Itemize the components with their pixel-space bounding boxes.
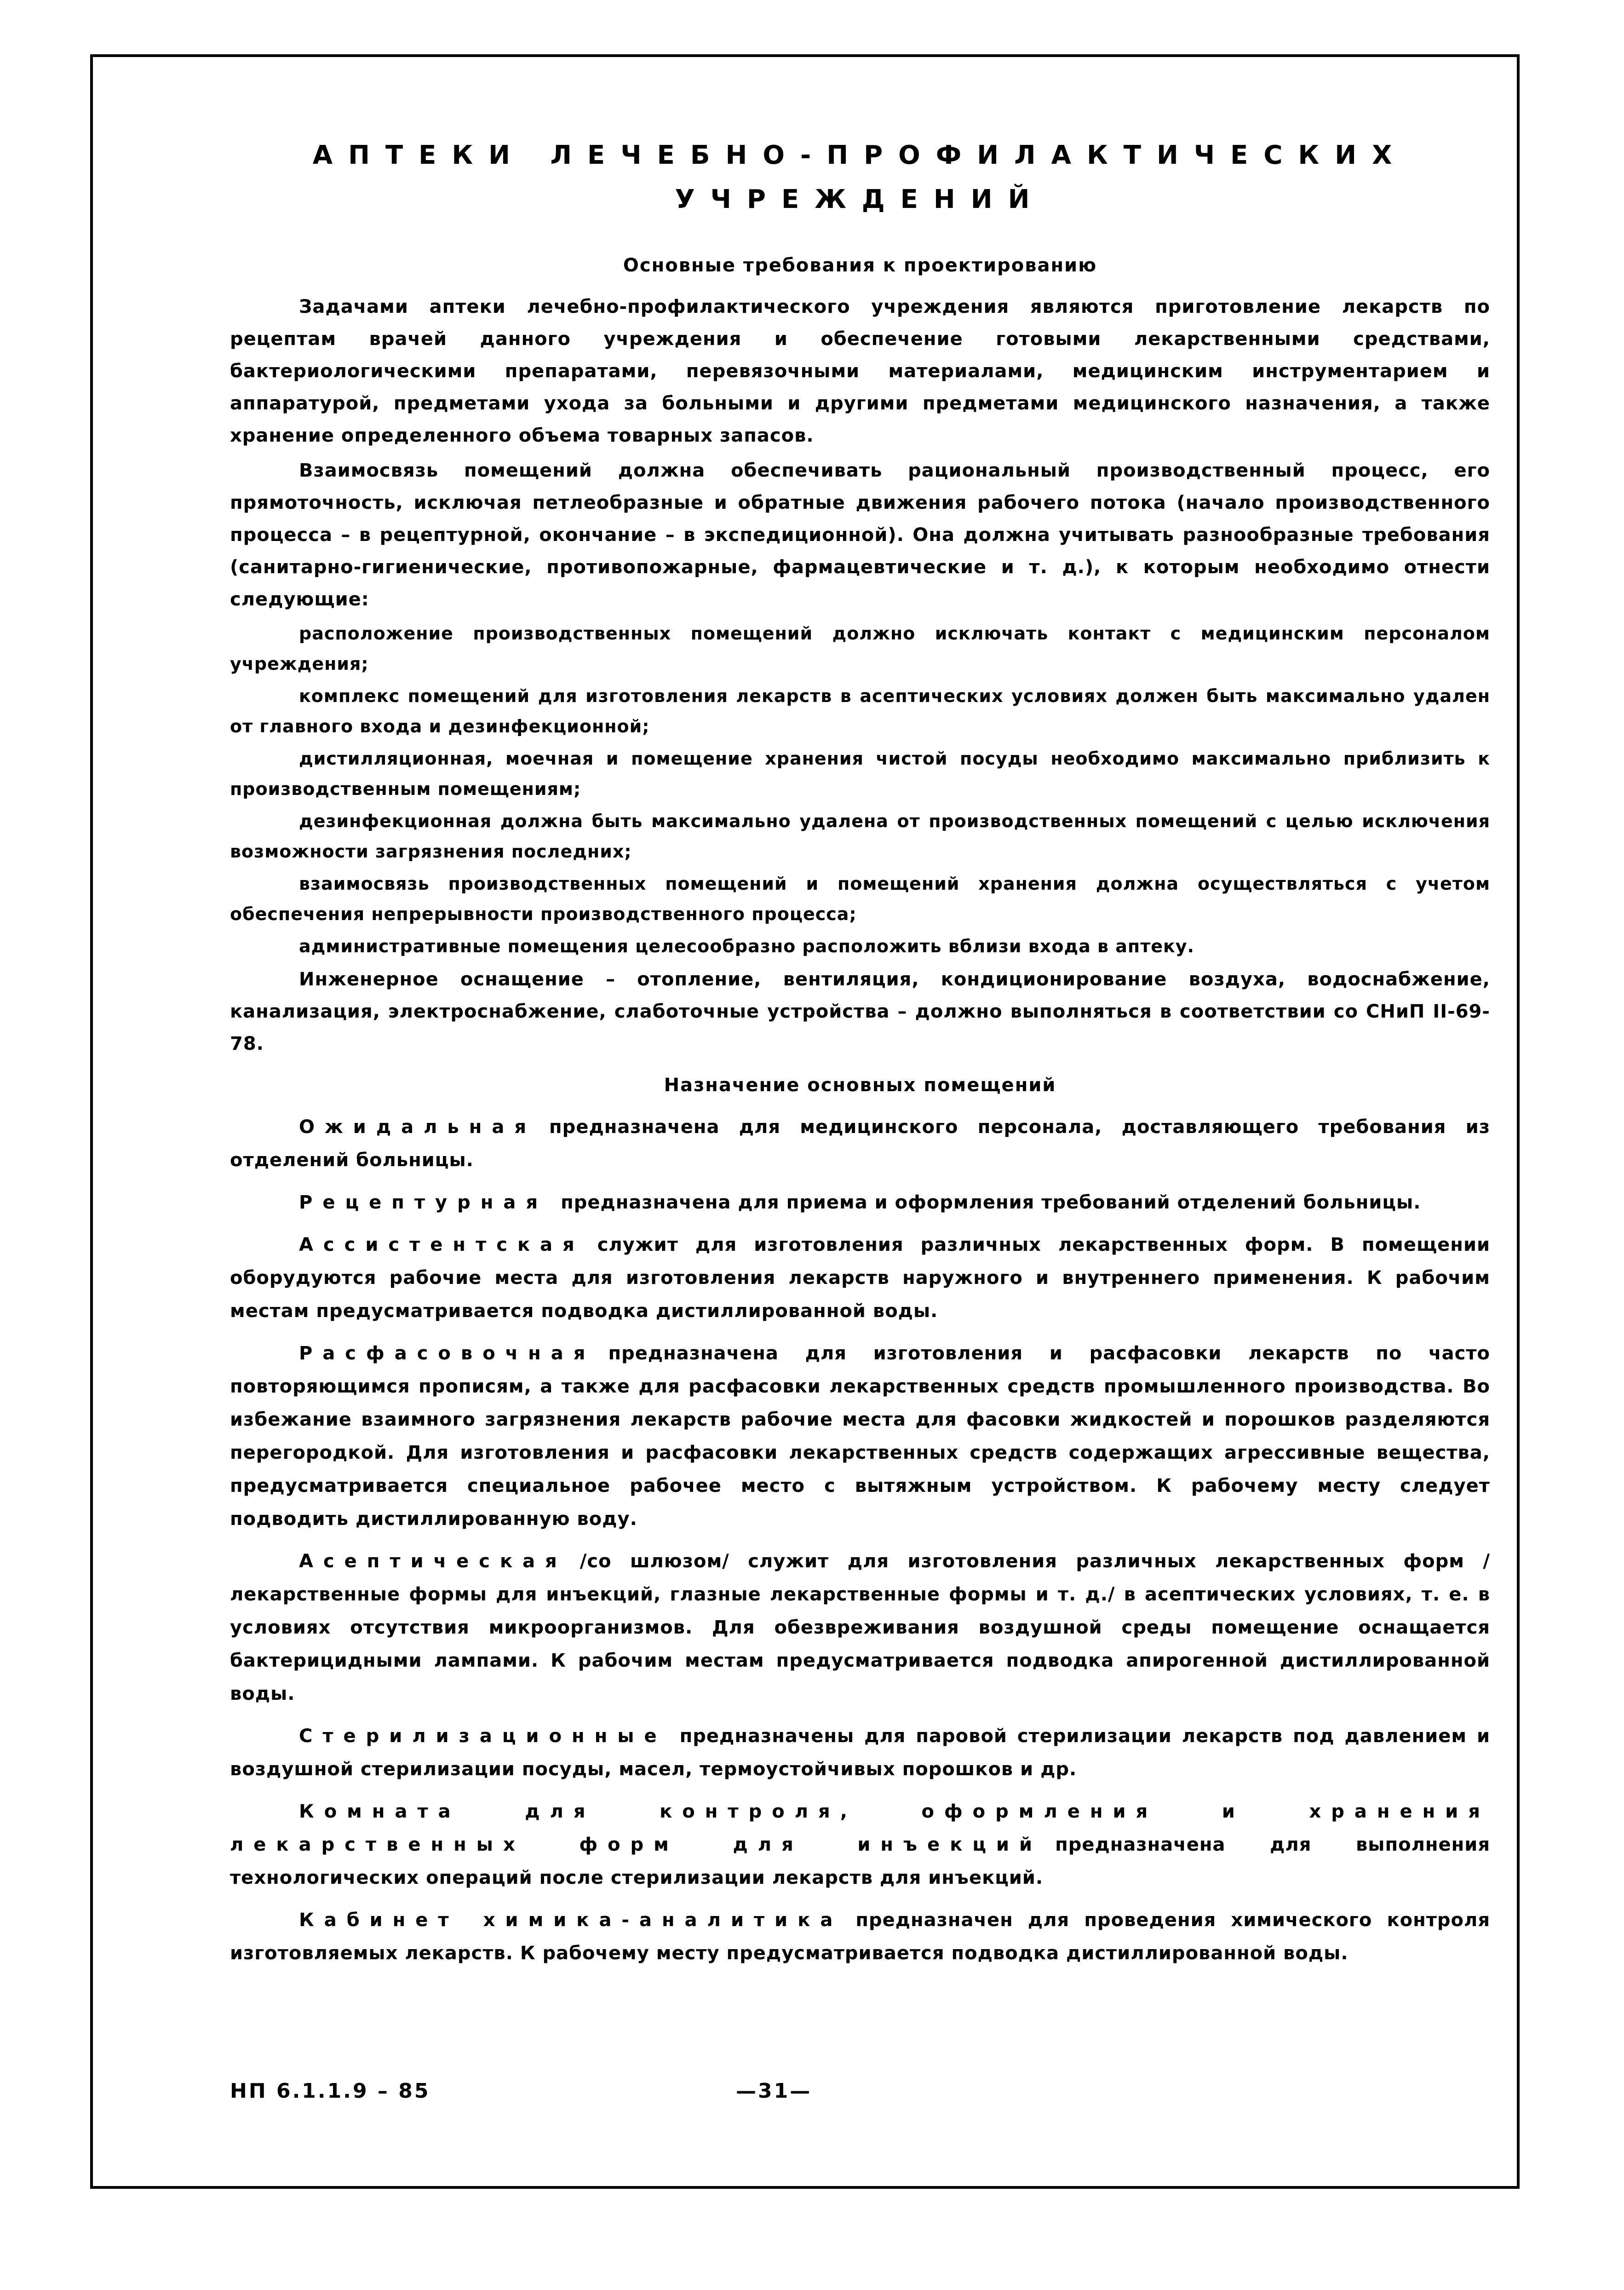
requirement-item: комплекс помещений для изготовления лекарств в асептических условиях должен быть максимально удален от главного входа и дезинфекционной; xyxy=(230,686,1490,736)
intro-paragraph: Задачами аптеки лечебно-профилактического учреждения являются приготовление лекарств по рецептам врачей данного учреждения и обеспечение готовыми лекарственными средствами, бактериологическими препаратами, перевязочными материалами, медицинским инструментарием и аппаратурой, предметами ухода за больными и другими предметами медицинского назначения, а также хранение определенного объема товарных запасов. xyxy=(230,296,1490,446)
section-heading-rooms: Назначение основных помещений xyxy=(664,1075,1056,1096)
room-definition xyxy=(230,1337,1490,1536)
document-title-line-1: АПТЕКИ ЛЕЧЕБНО-ПРОФИЛАКТИЧЕСКИХ xyxy=(312,140,1408,170)
room-name: Стерилизационные xyxy=(299,1726,667,1747)
room-name: Рецептурная xyxy=(299,1192,548,1213)
room-definition xyxy=(230,1904,1490,1970)
room-description: предназначена для медицинского персонала, доставляющего требования из отделений больницы. xyxy=(230,1116,1490,1171)
page-footer xyxy=(230,2079,1490,2116)
room-definition xyxy=(230,1795,1490,1894)
room-definition xyxy=(230,1110,1490,1177)
room-description: предназначена для выполнения технологических операций после стерилизации лекарств для инъекций. xyxy=(230,1834,1490,1888)
requirement-item: административные помещения целесообразно расположить вблизи входа в аптеку. xyxy=(299,936,1194,956)
workflow-paragraph: Взаимосвязь помещений должна обеспечивать рациональный производственный процесс, его прямоточность, исключая петлеобразные и обратные движения рабочего потока (начало производственного процесса – в рецептурной, окончание – в экспедиционной). Она должна учитывать разнообразные требования (санитарно-гигиенические, противопожарные, фармацевтические и т. д.), к которым необходимо отнести следующие: xyxy=(230,460,1490,610)
room-definition xyxy=(230,1720,1490,1786)
room-definition xyxy=(230,1186,1490,1219)
room-definition xyxy=(230,1545,1490,1710)
room-name: Асептическая xyxy=(299,1551,567,1572)
room-description: предназначены для паровой стерилизации лекарств под давлением и воздушной стерилизации посуды, масел, термоустойчивых порошков и др. xyxy=(230,1726,1490,1780)
room-description: предназначен для проведения химического контроля изготовляемых лекарств. К рабочему месту предусматривается подводка дистиллированной воды. xyxy=(230,1910,1490,1964)
room-description: служит для изготовления различных лекарственных форм. В помещении оборудуются рабочие места для изготовления лекарств наружного и внутреннего применения. К рабочим местам предусматривается подводка дистиллированной воды. xyxy=(230,1234,1490,1322)
requirement-item: дистилляционная, моечная и помещение хранения чистой посуды необходимо максимально приблизить к производственным помещениям; xyxy=(230,748,1490,799)
section-heading-requirements: Основные требования к проектированию xyxy=(623,255,1097,276)
requirements-list xyxy=(230,618,1490,961)
document-title-line-2: УЧРЕЖДЕНИЙ xyxy=(675,184,1045,214)
room-definition xyxy=(230,1228,1490,1328)
page-number: —31— xyxy=(736,2079,812,2103)
room-name: Кабинет химика-аналитика xyxy=(299,1910,843,1931)
document-body xyxy=(230,133,1490,1979)
room-name: Ожидальная xyxy=(299,1116,537,1138)
requirement-item: дезинфекционная должна быть максимально удалена от производственных помещений с целью исключения возможности загрязнения последних; xyxy=(230,811,1490,862)
document-code: НП 6.1.1.9 – 85 xyxy=(230,2079,430,2103)
room-description: предназначена для изготовления и расфасовки лекарств по часто повторяющимся прописям, а также для расфасовки лекарственных средств промышленного производства. Во избежание взаимного загрязнения лекарств рабочие места для фасовки жидкостей и порошков разделяются перегородкой. Для изготовления и расфасовки лекарственных средств содержащих агрессивные вещества, предусматривается специальное рабочее место с вытяжным устройством. К рабочему месту следует подводить дистиллированную воду. xyxy=(230,1343,1490,1530)
engineering-paragraph: Инженерное оснащение – отопление, вентиляция, кондиционирование воздуха, водоснабжение, канализация, электроснабжение, слаботочные устройства – должно выполняться в соответствии со СНиП II-69-78. xyxy=(230,969,1490,1054)
room-name: Ассистентская xyxy=(299,1234,585,1255)
requirement-item: расположение производственных помещений должно исключать контакт с медицинским персоналом учреждения; xyxy=(230,623,1490,674)
rooms-list xyxy=(230,1110,1490,1970)
requirement-item: взаимосвязь производственных помещений и помещений хранения должна осуществляться с учетом обеспечения непрерывности производственного процесса; xyxy=(230,874,1490,924)
room-description: /со шлюзом/ служит для изготовления различных лекарственных форм /лекарственные формы для инъекций, глазные лекарственные формы и т. д./ в асептических условиях, т. е. в условиях отсутствия микроорганизмов. Для обезвреживания воздушной среды помещение оснащается бактерицидными лампами. К рабочим местам предусматривается подводка апирогенной дистиллированной воды. xyxy=(230,1551,1490,1704)
room-name: Комната для контроля, оформления и хранения лекарственных форм для инъекций xyxy=(230,1801,1490,1855)
room-description: предназначена для приема и оформления требований отделений больницы. xyxy=(561,1192,1421,1213)
room-name: Расфасовочная xyxy=(299,1343,596,1364)
